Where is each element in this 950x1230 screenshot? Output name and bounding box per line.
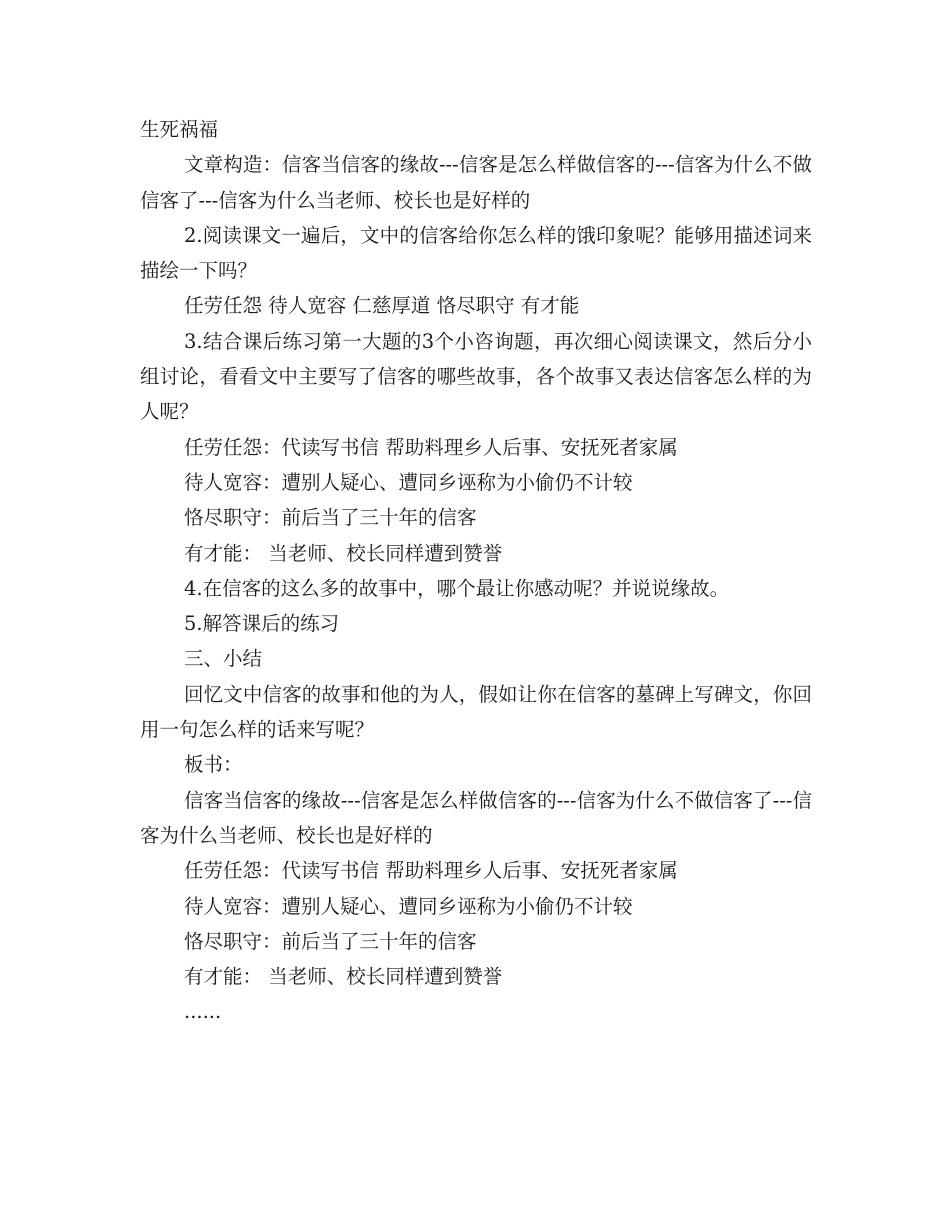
board-heading: 板书：: [184, 753, 243, 777]
paragraph: 恪尽职守：前后当了三十年的信客: [184, 506, 477, 530]
document-body: [140, 112, 812, 1030]
paragraph: 任劳任怨 待人宽容 仁慈厚道 恪尽职守 有才能: [184, 294, 580, 318]
paragraph: 文章构造：信客当信客的缘故---信客是怎么样做信客的---信客为什么不做信客了---信客为什么当老师、校长也是好样的: [140, 153, 812, 212]
paragraph: 恪尽职守：前后当了三十年的信客: [184, 929, 477, 953]
paragraph: 有才能： 当老师、校长同样遭到赞誉: [184, 541, 503, 565]
paragraph: 2.阅读课文一遍后，文中的信客给你怎么样的饿印象呢？能够用描述词来描绘一下吗？: [140, 223, 812, 283]
ellipsis: ......: [184, 1000, 222, 1024]
paragraph: 4.在信客的这么多的故事中，哪个最让你感动呢？并说说缘故。: [184, 576, 730, 600]
paragraph: 任劳任怨：代读写书信 帮助料理乡人后事、安抚死者家属: [184, 435, 678, 459]
paragraph: 回忆文中信客的故事和他的为人，假如让你在信客的墓碑上写碑文，你回用一句怎么样的话来写呢？: [140, 682, 812, 742]
paragraph: 有才能： 当老师、校长同样遭到赞誉: [184, 965, 503, 989]
paragraph: 3.结合课后练习第一大题的3个小咨询题，再次细心阅读课文，然后分小组讨论，看看文中主要写了信客的哪些故事，各个故事又表达信客怎么样的为人呢？: [140, 329, 812, 424]
section-heading: 三、小结: [184, 647, 263, 671]
paragraph: 5.解答课后的练习: [184, 612, 340, 636]
paragraph: 任劳任怨：代读写书信 帮助料理乡人后事、安抚死者家属: [184, 859, 678, 883]
paragraph: 待人宽容：遭别人疑心、遭同乡诬称为小偷仍不计较: [184, 894, 633, 918]
paragraph: 信客当信客的缘故---信客是怎么样做信客的---信客为什么不做信客了---信客为什么当老师、校长也是好样的: [140, 788, 812, 847]
paragraph: 生死祸福: [140, 118, 219, 141]
paragraph: 待人宽容：遭别人疑心、遭同乡诬称为小偷仍不计较: [184, 470, 633, 494]
